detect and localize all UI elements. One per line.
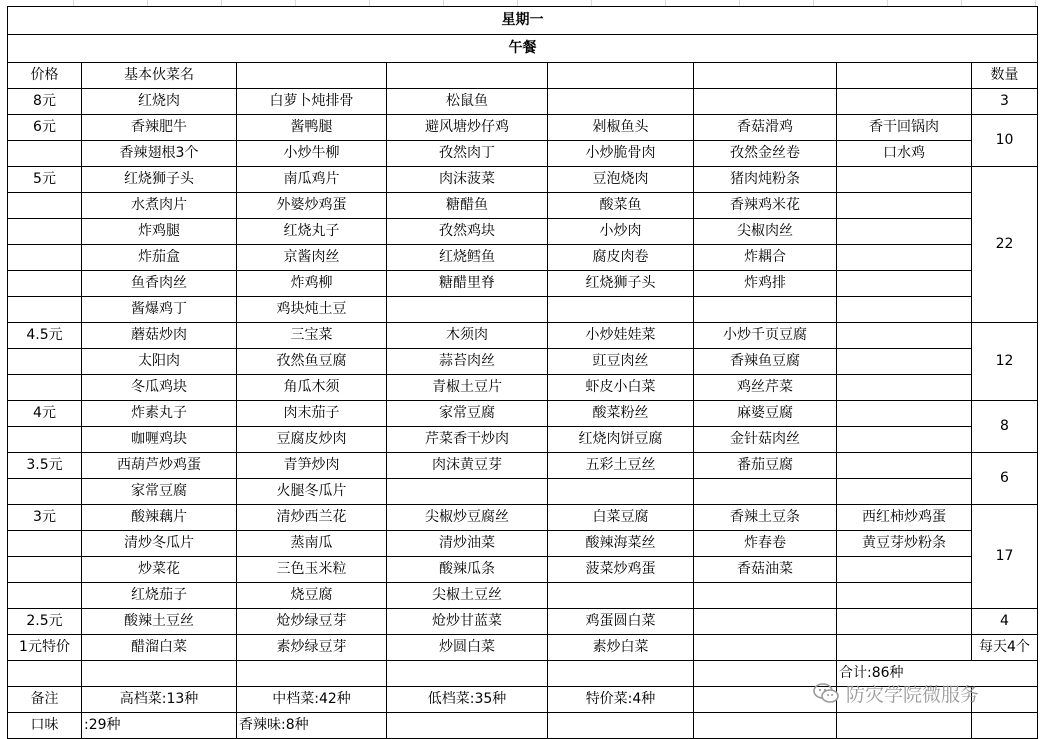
dish-cell: 木须肉 bbox=[387, 323, 548, 349]
dish-cell: 豇豆肉丝 bbox=[548, 349, 694, 375]
dish-cell: 香辣鱼豆腐 bbox=[694, 349, 837, 375]
dish-cell bbox=[837, 557, 972, 583]
dish-cell: 三宝菜 bbox=[237, 323, 387, 349]
dish-cell: 口水鸡 bbox=[837, 141, 972, 167]
empty-cell bbox=[837, 63, 972, 89]
dish-row bbox=[8, 375, 1038, 401]
dish-cell bbox=[548, 583, 694, 609]
notes-label: 备注 bbox=[8, 687, 82, 713]
dish-cell: 糖醋鱼 bbox=[387, 193, 548, 219]
dish-cell: 孜然鱼豆腐 bbox=[237, 349, 387, 375]
price-cell: 4.5元 bbox=[8, 323, 82, 349]
dish-cell: 水煮肉片 bbox=[82, 193, 237, 219]
dish-cell: 尖椒炒豆腐丝 bbox=[387, 505, 548, 531]
dish-cell: 香菇滑鸡 bbox=[694, 115, 837, 141]
dish-cell: 猪肉炖粉条 bbox=[694, 167, 837, 193]
dish-row bbox=[8, 271, 1038, 297]
quantity-cell: 4 bbox=[972, 609, 1038, 635]
taste-row bbox=[8, 713, 1038, 739]
dish-cell: 清炒冬瓜片 bbox=[82, 531, 237, 557]
dish-cell bbox=[837, 427, 972, 453]
dish-cell: 素炒白菜 bbox=[548, 635, 694, 661]
dish-cell bbox=[837, 219, 972, 245]
dish-cell: 香辣鸡米花 bbox=[694, 193, 837, 219]
dish-cell bbox=[837, 271, 972, 297]
dish-row bbox=[8, 505, 1038, 531]
price-cell bbox=[8, 271, 82, 297]
dish-cell: 芹菜香干炒肉 bbox=[387, 427, 548, 453]
dish-cell: 清炒油菜 bbox=[387, 531, 548, 557]
dish-cell: 腐皮肉卷 bbox=[548, 245, 694, 271]
dish-row bbox=[8, 583, 1038, 609]
dish-cell bbox=[837, 609, 972, 635]
dish-cell: 红烧丸子 bbox=[237, 219, 387, 245]
basic-dish-header: 基本伙菜名 bbox=[82, 63, 237, 89]
dish-row bbox=[8, 479, 1038, 505]
price-cell bbox=[8, 141, 82, 167]
dish-cell: 红烧狮子头 bbox=[82, 167, 237, 193]
dish-cell: 酸辣海菜丝 bbox=[548, 531, 694, 557]
dish-cell: 肉沫黄豆芽 bbox=[387, 453, 548, 479]
price-cell: 1元特价 bbox=[8, 635, 82, 661]
dish-row bbox=[8, 297, 1038, 323]
dish-cell: 炸春卷 bbox=[694, 531, 837, 557]
day-row bbox=[8, 7, 1038, 35]
total-count: 合计:86种 bbox=[837, 661, 1038, 687]
dish-row bbox=[8, 557, 1038, 583]
dish-cell: 香辣土豆条 bbox=[694, 505, 837, 531]
dish-cell: 青椒土豆片 bbox=[387, 375, 548, 401]
dish-cell bbox=[837, 401, 972, 427]
dish-cell: 冬瓜鸡块 bbox=[82, 375, 237, 401]
taste-count-b: 香辣味:8种 bbox=[237, 713, 387, 739]
quantity-cell: 8 bbox=[972, 401, 1038, 453]
price-cell: 3元 bbox=[8, 505, 82, 531]
taste-label: 口味 bbox=[8, 713, 82, 739]
dish-cell bbox=[837, 193, 972, 219]
dish-cell bbox=[694, 479, 837, 505]
quantity-cell: 3 bbox=[972, 89, 1038, 115]
dish-cell: 鸡蛋圆白菜 bbox=[548, 609, 694, 635]
dish-cell: 红烧肉饼豆腐 bbox=[548, 427, 694, 453]
dish-cell bbox=[694, 297, 837, 323]
dish-cell: 家常豆腐 bbox=[387, 401, 548, 427]
price-cell bbox=[8, 375, 82, 401]
meal-title: 午餐 bbox=[8, 35, 1038, 63]
blank-row bbox=[8, 661, 1038, 687]
special-count: 特价菜:4种 bbox=[548, 687, 694, 713]
watermark-text: 防灾学院微服务 bbox=[846, 683, 980, 706]
dish-cell: 香辣翅根3个 bbox=[82, 141, 237, 167]
dish-row bbox=[8, 219, 1038, 245]
dish-row bbox=[8, 167, 1038, 193]
price-cell bbox=[8, 219, 82, 245]
dish-cell: 五彩土豆丝 bbox=[548, 453, 694, 479]
dish-cell: 京酱肉丝 bbox=[237, 245, 387, 271]
empty-cell bbox=[548, 63, 694, 89]
dish-cell: 酱爆鸡丁 bbox=[82, 297, 237, 323]
dish-cell bbox=[694, 635, 837, 661]
dish-cell: 番茄豆腐 bbox=[694, 453, 837, 479]
dish-cell bbox=[837, 245, 972, 271]
price-cell bbox=[8, 479, 82, 505]
notes-row bbox=[8, 687, 1038, 713]
dish-cell: 炸茄盒 bbox=[82, 245, 237, 271]
dish-cell bbox=[837, 297, 972, 323]
dish-row bbox=[8, 89, 1038, 115]
empty-cell bbox=[237, 63, 387, 89]
dish-row bbox=[8, 531, 1038, 557]
price-cell bbox=[8, 193, 82, 219]
dish-cell bbox=[837, 583, 972, 609]
dish-cell: 炝炒绿豆芽 bbox=[237, 609, 387, 635]
price-cell bbox=[8, 531, 82, 557]
dish-cell bbox=[837, 375, 972, 401]
dish-cell bbox=[837, 479, 972, 505]
dish-cell: 酸辣藕片 bbox=[82, 505, 237, 531]
dish-cell: 小炒脆骨肉 bbox=[548, 141, 694, 167]
dish-cell bbox=[387, 297, 548, 323]
dish-cell: 角瓜木须 bbox=[237, 375, 387, 401]
quantity-cell: 12 bbox=[972, 323, 1038, 401]
dish-cell: 炸鸡腿 bbox=[82, 219, 237, 245]
dish-cell: 小炒肉 bbox=[548, 219, 694, 245]
dish-cell: 孜然鸡块 bbox=[387, 219, 548, 245]
price-cell: 6元 bbox=[8, 115, 82, 141]
menu-table bbox=[7, 6, 1038, 739]
dish-cell: 豆泡烧肉 bbox=[548, 167, 694, 193]
price-header: 价格 bbox=[8, 63, 82, 89]
dish-cell: 鱼香肉丝 bbox=[82, 271, 237, 297]
dish-cell: 南瓜鸡片 bbox=[237, 167, 387, 193]
dish-cell: 金针菇肉丝 bbox=[694, 427, 837, 453]
column-header-row bbox=[8, 63, 1038, 89]
dish-cell: 酱鸭腿 bbox=[237, 115, 387, 141]
price-cell bbox=[8, 427, 82, 453]
dish-row bbox=[8, 193, 1038, 219]
dish-cell: 虾皮小白菜 bbox=[548, 375, 694, 401]
dish-cell bbox=[548, 89, 694, 115]
dish-cell: 尖椒土豆丝 bbox=[387, 583, 548, 609]
dish-cell: 青笋炒肉 bbox=[237, 453, 387, 479]
dish-cell: 红烧茄子 bbox=[82, 583, 237, 609]
dish-row bbox=[8, 453, 1038, 479]
dish-cell: 小炒娃娃菜 bbox=[548, 323, 694, 349]
quantity-cell: 每天4个 bbox=[972, 635, 1038, 661]
dish-cell bbox=[694, 89, 837, 115]
quantity-cell: 17 bbox=[972, 505, 1038, 609]
dish-cell bbox=[837, 323, 972, 349]
dish-row bbox=[8, 609, 1038, 635]
dish-cell: 炒圆白菜 bbox=[387, 635, 548, 661]
dish-cell bbox=[694, 609, 837, 635]
dish-cell: 火腿冬瓜片 bbox=[237, 479, 387, 505]
empty-cell bbox=[387, 63, 548, 89]
dish-cell: 三色玉米粒 bbox=[237, 557, 387, 583]
dish-cell: 烧豆腐 bbox=[237, 583, 387, 609]
dish-cell: 菠菜炒鸡蛋 bbox=[548, 557, 694, 583]
price-cell: 4元 bbox=[8, 401, 82, 427]
dish-cell: 黄豆芽炒粉条 bbox=[837, 531, 972, 557]
dish-row bbox=[8, 141, 1038, 167]
price-cell: 8元 bbox=[8, 89, 82, 115]
taste-count-a: :29种 bbox=[82, 713, 237, 739]
day-title: 星期一 bbox=[8, 7, 1038, 35]
dish-cell bbox=[548, 479, 694, 505]
dish-cell: 西红柿炒鸡蛋 bbox=[837, 505, 972, 531]
dish-cell: 尖椒肉丝 bbox=[694, 219, 837, 245]
dish-row bbox=[8, 635, 1038, 661]
dish-cell bbox=[837, 167, 972, 193]
dish-row bbox=[8, 245, 1038, 271]
dish-cell: 太阳肉 bbox=[82, 349, 237, 375]
dish-row bbox=[8, 323, 1038, 349]
dish-cell: 炒菜花 bbox=[82, 557, 237, 583]
quantity-header: 数量 bbox=[972, 63, 1038, 89]
quantity-cell: 10 bbox=[972, 115, 1038, 167]
mid-grade-count: 中档菜:42种 bbox=[237, 687, 387, 713]
dish-cell: 酸辣土豆丝 bbox=[82, 609, 237, 635]
dish-cell: 香菇油菜 bbox=[694, 557, 837, 583]
dish-cell: 白萝卜炖排骨 bbox=[237, 89, 387, 115]
price-cell: 3.5元 bbox=[8, 453, 82, 479]
dish-cell: 鸡块炖土豆 bbox=[237, 297, 387, 323]
dish-cell: 豆腐皮炒肉 bbox=[237, 427, 387, 453]
dish-cell: 白菜豆腐 bbox=[548, 505, 694, 531]
dish-row bbox=[8, 349, 1038, 375]
dish-cell: 松鼠鱼 bbox=[387, 89, 548, 115]
price-cell bbox=[8, 349, 82, 375]
price-cell bbox=[8, 583, 82, 609]
dish-cell: 孜然肉丁 bbox=[387, 141, 548, 167]
dish-cell bbox=[837, 453, 972, 479]
dish-cell: 醋溜白菜 bbox=[82, 635, 237, 661]
dish-cell: 蒸南瓜 bbox=[237, 531, 387, 557]
dish-cell: 清炒西兰花 bbox=[237, 505, 387, 531]
dish-cell: 香辣肥牛 bbox=[82, 115, 237, 141]
dish-cell: 红烧狮子头 bbox=[548, 271, 694, 297]
dish-cell: 蒜苔肉丝 bbox=[387, 349, 548, 375]
high-grade-count: 高档菜:13种 bbox=[82, 687, 237, 713]
dish-cell: 咖喱鸡块 bbox=[82, 427, 237, 453]
dish-cell: 红烧肉 bbox=[82, 89, 237, 115]
dish-cell: 酸菜鱼 bbox=[548, 193, 694, 219]
dish-cell: 麻婆豆腐 bbox=[694, 401, 837, 427]
dish-cell bbox=[694, 583, 837, 609]
dish-cell bbox=[387, 479, 548, 505]
dish-cell: 炸鸡柳 bbox=[237, 271, 387, 297]
dish-row bbox=[8, 115, 1038, 141]
price-cell bbox=[8, 245, 82, 271]
low-grade-count: 低档菜:35种 bbox=[387, 687, 548, 713]
dish-row bbox=[8, 427, 1038, 453]
price-cell bbox=[8, 297, 82, 323]
dish-cell bbox=[837, 89, 972, 115]
price-cell bbox=[8, 557, 82, 583]
dish-cell: 剁椒鱼头 bbox=[548, 115, 694, 141]
dish-cell bbox=[548, 297, 694, 323]
dish-cell: 酸辣瓜条 bbox=[387, 557, 548, 583]
dish-row bbox=[8, 401, 1038, 427]
dish-cell: 糖醋里脊 bbox=[387, 271, 548, 297]
dish-cell bbox=[837, 635, 972, 661]
dish-cell: 红烧鳕鱼 bbox=[387, 245, 548, 271]
meal-row bbox=[8, 35, 1038, 63]
dish-cell: 避风塘炒仔鸡 bbox=[387, 115, 548, 141]
dish-cell: 家常豆腐 bbox=[82, 479, 237, 505]
dish-cell: 外婆炒鸡蛋 bbox=[237, 193, 387, 219]
quantity-cell: 22 bbox=[972, 167, 1038, 323]
dish-cell: 炸素丸子 bbox=[82, 401, 237, 427]
dish-cell: 肉末茄子 bbox=[237, 401, 387, 427]
quantity-cell: 6 bbox=[972, 453, 1038, 505]
dish-cell: 炸鸡排 bbox=[694, 271, 837, 297]
dish-cell: 小炒牛柳 bbox=[237, 141, 387, 167]
dish-cell: 小炒千页豆腐 bbox=[694, 323, 837, 349]
dish-cell: 酸菜粉丝 bbox=[548, 401, 694, 427]
price-cell: 5元 bbox=[8, 167, 82, 193]
dish-cell: 鸡丝芹菜 bbox=[694, 375, 837, 401]
dish-cell: 孜然金丝卷 bbox=[694, 141, 837, 167]
dish-cell: 香干回锅肉 bbox=[837, 115, 972, 141]
dish-cell: 西葫芦炒鸡蛋 bbox=[82, 453, 237, 479]
empty-cell bbox=[694, 63, 837, 89]
dish-cell: 蘑菇炒肉 bbox=[82, 323, 237, 349]
dish-cell: 炸耦合 bbox=[694, 245, 837, 271]
dish-cell: 炝炒甘蓝菜 bbox=[387, 609, 548, 635]
dish-cell: 肉沫菠菜 bbox=[387, 167, 548, 193]
price-cell: 2.5元 bbox=[8, 609, 82, 635]
dish-cell bbox=[837, 349, 972, 375]
dish-cell: 素炒绿豆芽 bbox=[237, 635, 387, 661]
